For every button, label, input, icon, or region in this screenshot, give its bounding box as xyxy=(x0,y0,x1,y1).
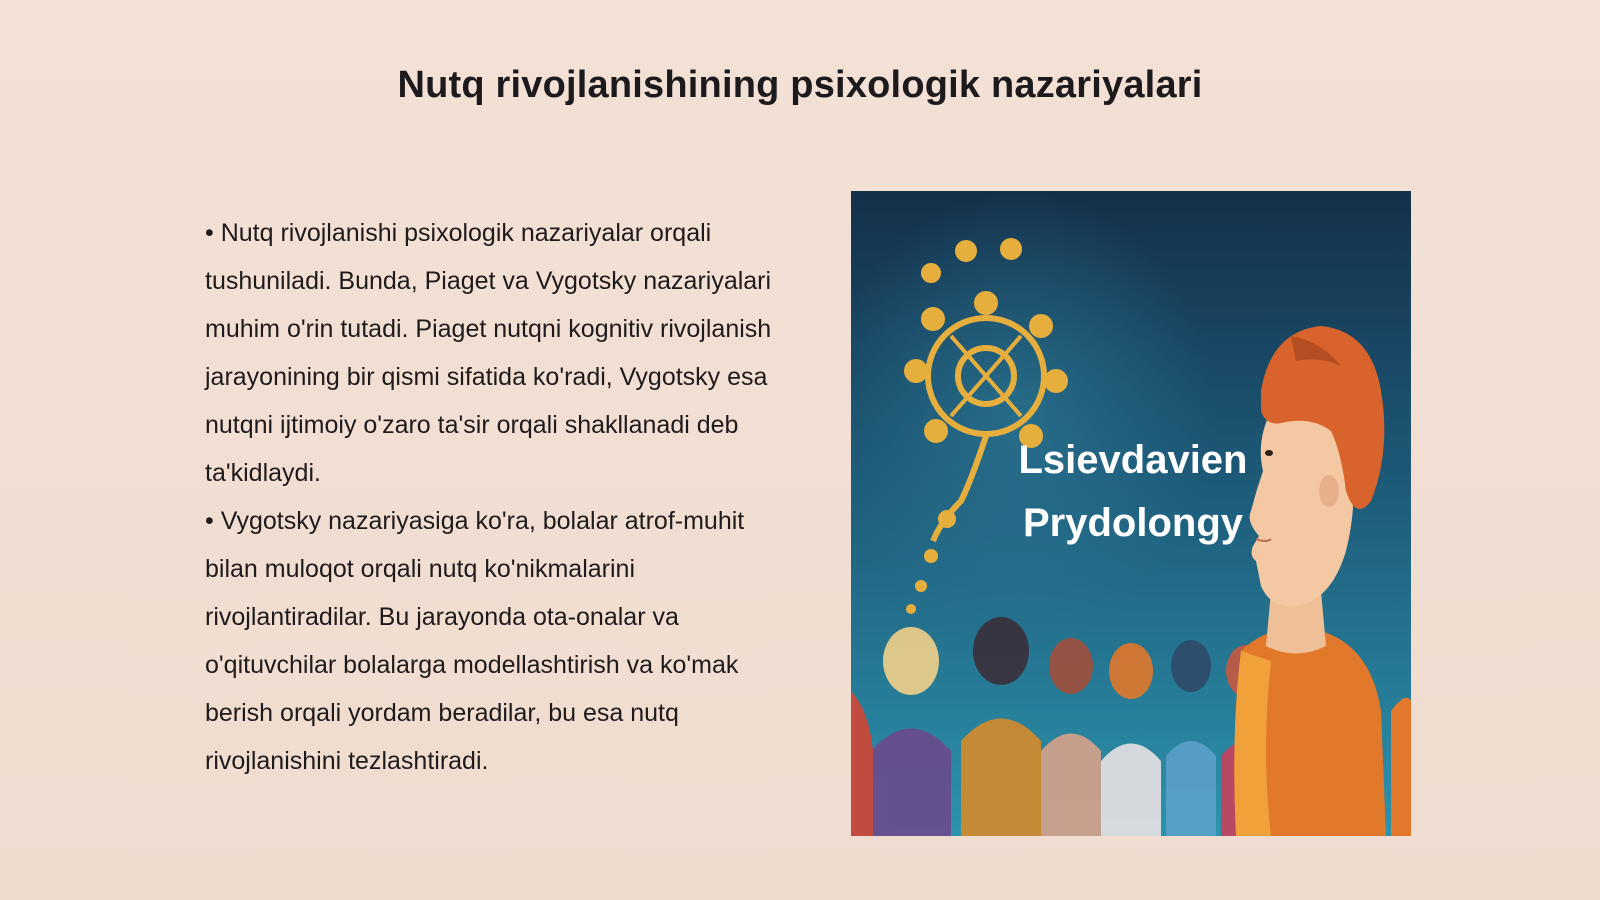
illustration-caption-line2: Prydolongy xyxy=(1022,501,1244,545)
illustration-image xyxy=(851,191,1411,836)
illustration-caption-line1: Lsievdavien xyxy=(1018,438,1248,482)
bullet-paragraph-2: • Vygotsky nazariyasiga ko'ra, bolalar atrof-muhit bilan muloqot orqali nutq ko'nikmalarini rivojlantiradilar. Bu jarayonda ota-onalar va o'qituvchilar bolalarga modellashtirish va ko'mak berish orqali yordam beradilar, bu esa nutq rivojlanishini tezlashtiradi. xyxy=(205,507,745,775)
slide-title: Nutq rivojlanishining psixologik nazariyalari xyxy=(397,64,1203,106)
slide-body xyxy=(205,209,795,785)
bullet-paragraph-1: • Nutq rivojlanishi psixologik nazariyalar orqali tushuniladi. Bunda, Piaget va Vygotsky nazariyalari muhim o'rin tutadi. Piaget nutqni kognitiv rivojlanish jarayonining bir qismi sifatida ko'radi, Vygotsky esa nutqni ijtimoiy o'zaro ta'sir orqali shakllanadi deb ta'kidlaydi. xyxy=(205,219,772,487)
illustration-svg xyxy=(851,191,1411,836)
